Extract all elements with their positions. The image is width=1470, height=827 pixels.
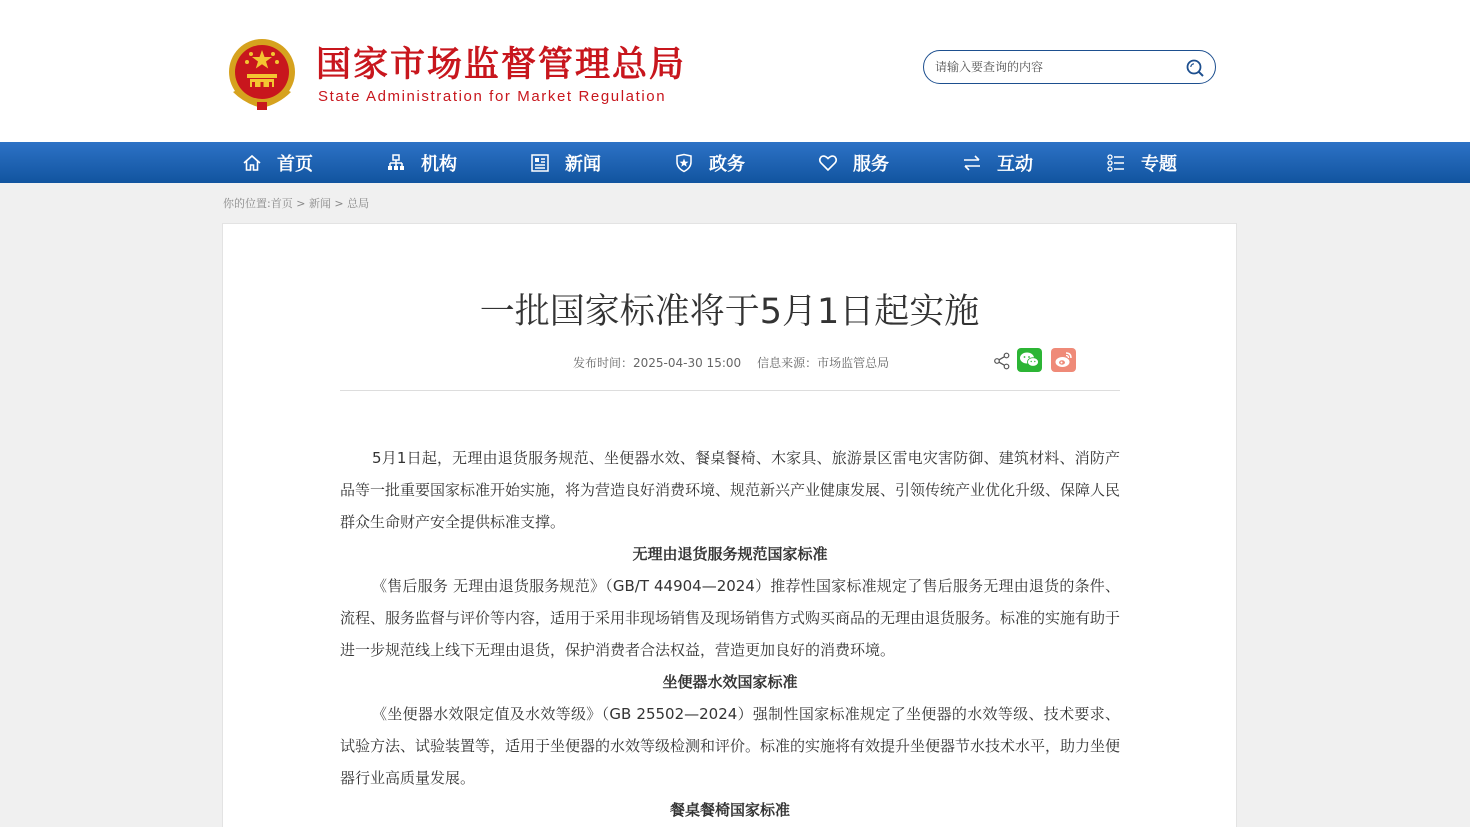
article-meta bbox=[573, 354, 889, 372]
search-box bbox=[923, 50, 1216, 84]
nav-item-interact[interactable] bbox=[962, 142, 1033, 183]
section-heading: 无理由退货服务规范国家标准 bbox=[632, 545, 828, 563]
main-nav bbox=[0, 142, 1470, 183]
weibo-icon[interactable] bbox=[1051, 348, 1076, 372]
article-paragraph: 5月1日起，无理由退货服务规范、坐便器水效、餐桌餐椅、木家具、旅游景区雷电灾害防御、建筑材料、消防产品等一批重要国家标准开始实施，将为营造良好消费环境、规范新兴产业健康发展、引领传统产业优化升级、保障人民群众生命财产安全提供标准支撑。 bbox=[340, 449, 1121, 531]
section-heading: 餐桌餐椅国家标准 bbox=[669, 801, 790, 819]
info-source: 信息来源：市场监管总局 bbox=[757, 356, 890, 370]
breadcrumb bbox=[223, 196, 369, 212]
breadcrumb-home-link[interactable]: 首页 bbox=[270, 197, 293, 210]
breadcrumb-news-link[interactable]: 新闻 bbox=[308, 197, 331, 210]
nav-item-label: 首页 bbox=[277, 153, 313, 175]
list-icon bbox=[1106, 153, 1126, 173]
breadcrumb-separator: > bbox=[292, 197, 309, 210]
breadcrumb-separator: > bbox=[330, 197, 348, 210]
article-paragraph: 《售后服务 无理由退货服务规范》（GB/T 44904—2024）推荐性国家标准规定了售后服务无理由退货的条件、流程、服务监督与评价等内容，适用于采用非现场销售及现场销售方式购买商品的无理由退货服务。标准的实施有助于进一步规范线上线下无理由退货，保护消费者合法权益，营造更加良好的消费环境。 bbox=[340, 577, 1121, 659]
site-header bbox=[0, 0, 1470, 142]
nav-item-label: 互动 bbox=[997, 153, 1033, 175]
newspaper-icon bbox=[530, 153, 550, 173]
nav-item-news[interactable] bbox=[530, 142, 601, 183]
nav-item-label: 专题 bbox=[1141, 153, 1177, 175]
nav-item-topics[interactable] bbox=[1106, 142, 1177, 183]
nav-item-org[interactable] bbox=[386, 142, 457, 183]
heart-icon bbox=[818, 153, 838, 173]
breadcrumb-prefix: 你的位置: bbox=[223, 197, 271, 210]
national-emblem-icon[interactable] bbox=[225, 36, 299, 112]
article-body bbox=[340, 442, 1120, 826]
shield-star-icon bbox=[674, 153, 694, 173]
nav-item-label: 新闻 bbox=[565, 153, 601, 175]
search-icon[interactable] bbox=[1185, 58, 1205, 78]
org-chart-icon bbox=[386, 153, 406, 173]
article-panel bbox=[222, 223, 1237, 827]
nav-item-service[interactable] bbox=[818, 142, 889, 183]
meta-divider bbox=[340, 390, 1120, 391]
site-name-cn[interactable]: 国家市场监督管理总局 bbox=[316, 45, 687, 85]
nav-item-label: 服务 bbox=[853, 153, 889, 175]
site-name-en[interactable]: State Administration for Market Regulation bbox=[318, 88, 667, 105]
nav-item-label: 政务 bbox=[709, 153, 745, 175]
exchange-arrows-icon bbox=[962, 153, 982, 173]
article-title: 一批国家标准将于5月1日起实施 bbox=[479, 292, 980, 332]
section-heading: 坐便器水效国家标准 bbox=[662, 673, 798, 691]
publish-time: 发布时间：2025-04-30 15:00 bbox=[573, 356, 742, 370]
breadcrumb-current-link[interactable]: 总局 bbox=[347, 197, 370, 210]
nav-item-home[interactable] bbox=[242, 142, 313, 183]
nav-item-gov[interactable] bbox=[674, 142, 745, 183]
home-icon bbox=[242, 153, 262, 173]
search-input[interactable] bbox=[935, 57, 1175, 77]
article-paragraph: 《坐便器水效限定值及水效等级》（GB 25502—2024）强制性国家标准规定了坐便器的水效等级、技术要求、试验方法、试验装置等，适用于坐便器的水效等级检测和评价。标准的实施将有效提升坐便器节水技术水平，助力坐便器行业高质量发展。 bbox=[340, 705, 1121, 787]
nav-item-label: 机构 bbox=[421, 153, 457, 175]
wechat-icon[interactable] bbox=[1017, 348, 1042, 372]
share-icon[interactable] bbox=[993, 352, 1011, 370]
